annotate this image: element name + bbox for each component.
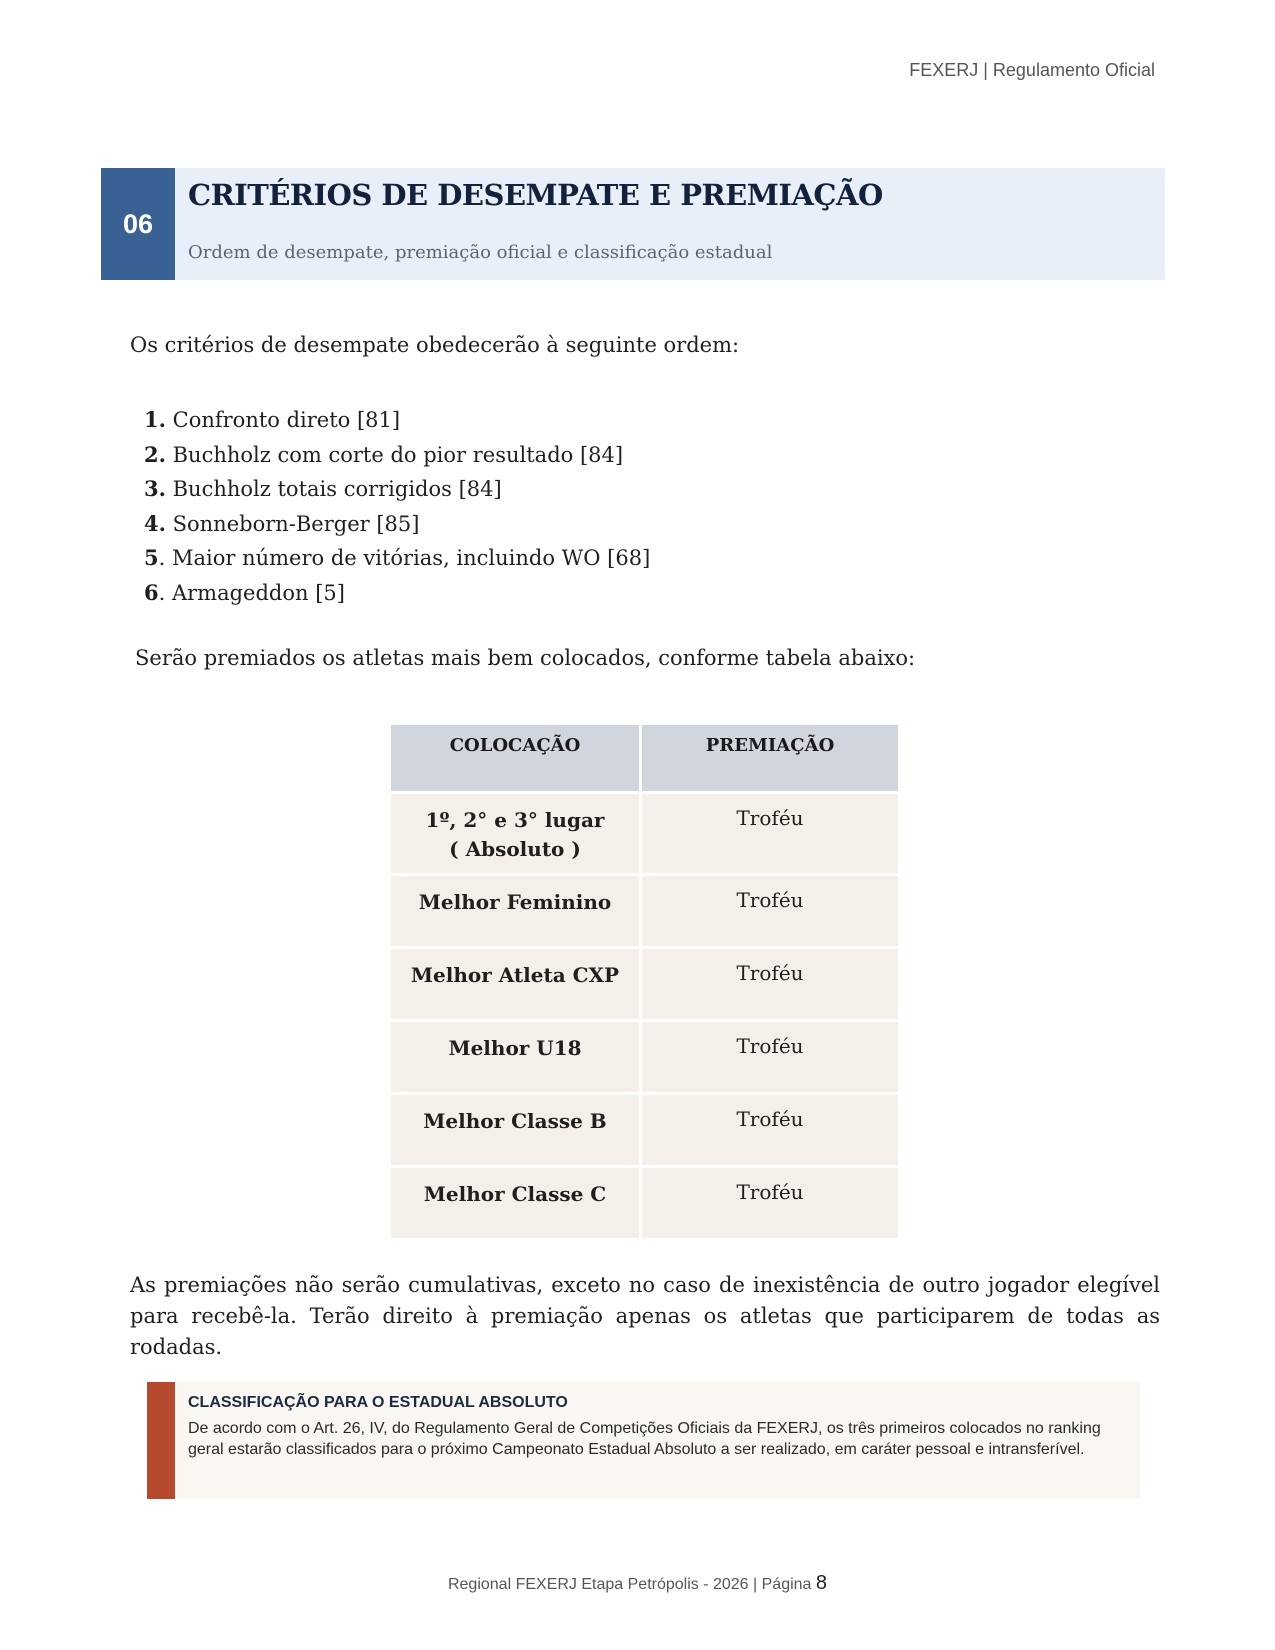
section-title: CRITÉRIOS DE DESEMPATE E PREMIAÇÃO [188,178,883,212]
placement-subline: ( Absoluto ) [449,837,581,861]
placement-line: 1º, 2° e 3° lugar [425,808,605,832]
award-cell: Troféu [642,794,898,873]
table-header-award: PREMIAÇÃO [642,725,898,791]
criteria-number: 3. [144,476,166,502]
table-row [391,949,898,1019]
award-cell: Troféu [642,1095,898,1165]
table-row [391,1022,898,1092]
qualification-note-accent [147,1382,175,1499]
criteria-text: Sonneborn-Berger [85] [172,511,420,536]
qualification-note-title: CLASSIFICAÇÃO PARA O ESTADUAL ABSOLUTO [188,1394,568,1411]
qualification-note-text: De acordo com o Art. 26, IV, do Regulamento Geral de Competições Oficiais da FEXERJ, os três primeiros colocados no ranking geral estarão classificados para o próximo Campeonato Estadual Absoluto a ser realizado, em caráter pessoal e intransferível. [188,1420,1101,1458]
award-cell: Troféu [642,1022,898,1092]
criteria-number: 6 [144,579,159,605]
tiebreak-criteria-list [144,403,650,611]
criteria-number: 2. [144,441,166,467]
award-cell: Troféu [642,949,898,1019]
list-item [144,507,650,542]
tiebreak-intro: Os critérios de desempate obedecerão à seguinte ordem: [130,333,740,357]
list-item [144,576,650,611]
table-row [391,794,898,873]
awards-rules-paragraph: As premiações não serão cumulativas, exceto no caso de inexistência de outro jogador elegível para recebê-la. Terão direito à premiação apenas os atletas que participarem de todas as rodadas. [130,1273,1160,1359]
placement-cell: Melhor Classe C [391,1168,639,1238]
criteria-text: Confronto direto [81] [172,408,401,432]
criteria-text: . Maior número de vitórias, incluindo WO [68] [158,546,651,571]
placement-cell: Melhor U18 [391,1022,639,1092]
criteria-number: 5 [144,545,159,571]
section-subtitle: Ordem de desempate, premiação oficial e classificação estadual [188,242,773,263]
page-footer [0,1572,1275,1595]
awards-table [388,722,901,1241]
page-header-title: FEXERJ | Regulamento Oficial [909,60,1155,80]
list-item [144,472,650,507]
list-item [144,541,650,576]
award-cell: Troféu [642,1168,898,1238]
table-row [391,1095,898,1165]
table-row [391,1168,898,1238]
criteria-number: 4. [144,510,166,536]
page-number: 8 [815,1572,828,1594]
placement-cell: Melhor Classe B [391,1095,639,1165]
awards-intro: Serão premiados os atletas mais bem colocados, conforme tabela abaixo: [135,646,916,670]
criteria-text: Buchholz com corte do pior resultado [84] [172,442,624,467]
criteria-text: . Armageddon [5] [158,580,345,605]
placement-cell [391,794,639,873]
award-cell: Troféu [642,876,898,946]
table-header-row [391,725,898,791]
footer-text: Regional FEXERJ Etapa Petrópolis - 2026 | Página [447,1576,812,1593]
list-item [144,438,650,473]
criteria-text: Buchholz totais corrigidos [84] [172,477,502,502]
placement-cell: Melhor Feminino [391,876,639,946]
placement-cell: Melhor Atleta CXP [391,949,639,1019]
section-number: 06 [101,168,175,280]
criteria-number: 1. [144,407,166,432]
table-row [391,876,898,946]
table-header-placement: COLOCAÇÃO [391,725,639,791]
list-item [144,403,650,438]
